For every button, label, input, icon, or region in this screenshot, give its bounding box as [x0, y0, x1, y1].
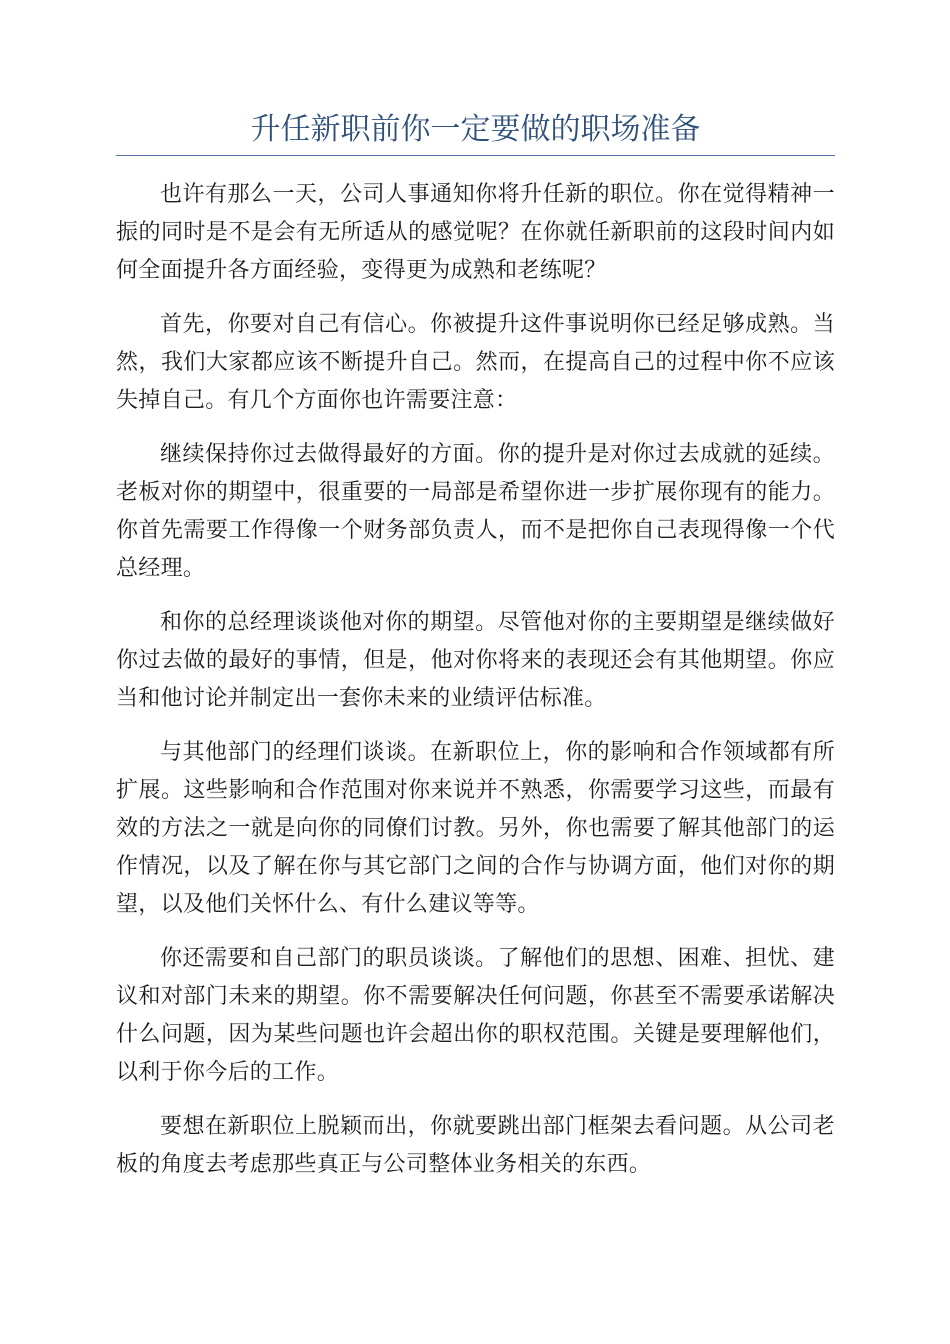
paragraph: 首先，你要对自己有信心。你被提升这件事说明你已经足够成熟。当然，我们大家都应该不断提升自己。然而，在提高自己的过程中你不应该失掉自己。有几个方面你也许需要注意：: [116, 312, 835, 413]
document-title: 升任新职前你一定要做的职场准备: [116, 108, 835, 156]
paragraph: 你还需要和自己部门的职员谈谈。了解他们的思想、困难、担忧、建议和对部门未来的期望。你不需要解决任何问题，你甚至不需要承诺解决什么问题，因为某些问题也许会超出你的职权范围。关键是要理解他们，以利于你今后的工作。: [116, 946, 835, 1085]
document-page: [116, 108, 835, 1200]
paragraph: 与其他部门的经理们谈谈。在新职位上，你的影响和合作领域都有所扩展。这些影响和合作范围对你来说并不熟悉，你需要学习这些，而最有效的方法之一就是向你的同僚们讨教。另外，你也需要了解其他部门的运作情况，以及了解在你与其它部门之间的合作与协调方面，他们对你的期望，以及他们关怀什么、有什么建议等等。: [116, 740, 835, 917]
paragraph: 和你的总经理谈谈他对你的期望。尽管他对你的主要期望是继续做好你过去做的最好的事情，但是，他对你将来的表现还会有其他期望。你应当和他讨论并制定出一套你未来的业绩评估标准。: [116, 610, 835, 711]
document-body: [116, 176, 835, 1184]
paragraph: 也许有那么一天，公司人事通知你将升任新的职位。你在觉得精神一振的同时是不是会有无所适从的感觉呢？在你就任新职前的这段时间内如何全面提升各方面经验，变得更为成熟和老练呢？: [116, 182, 835, 283]
paragraph: 继续保持你过去做得最好的方面。你的提升是对你过去成就的延续。老板对你的期望中，很重要的一局部是希望你进一步扩展你现有的能力。你首先需要工作得像一个财务部负责人，而不是把你自己表现得像一个代总经理。: [116, 442, 835, 581]
paragraph: 要想在新职位上脱颖而出，你就要跳出部门框架去看问题。从公司老板的角度去考虑那些真正与公司整体业务相关的东西。: [116, 1114, 835, 1177]
